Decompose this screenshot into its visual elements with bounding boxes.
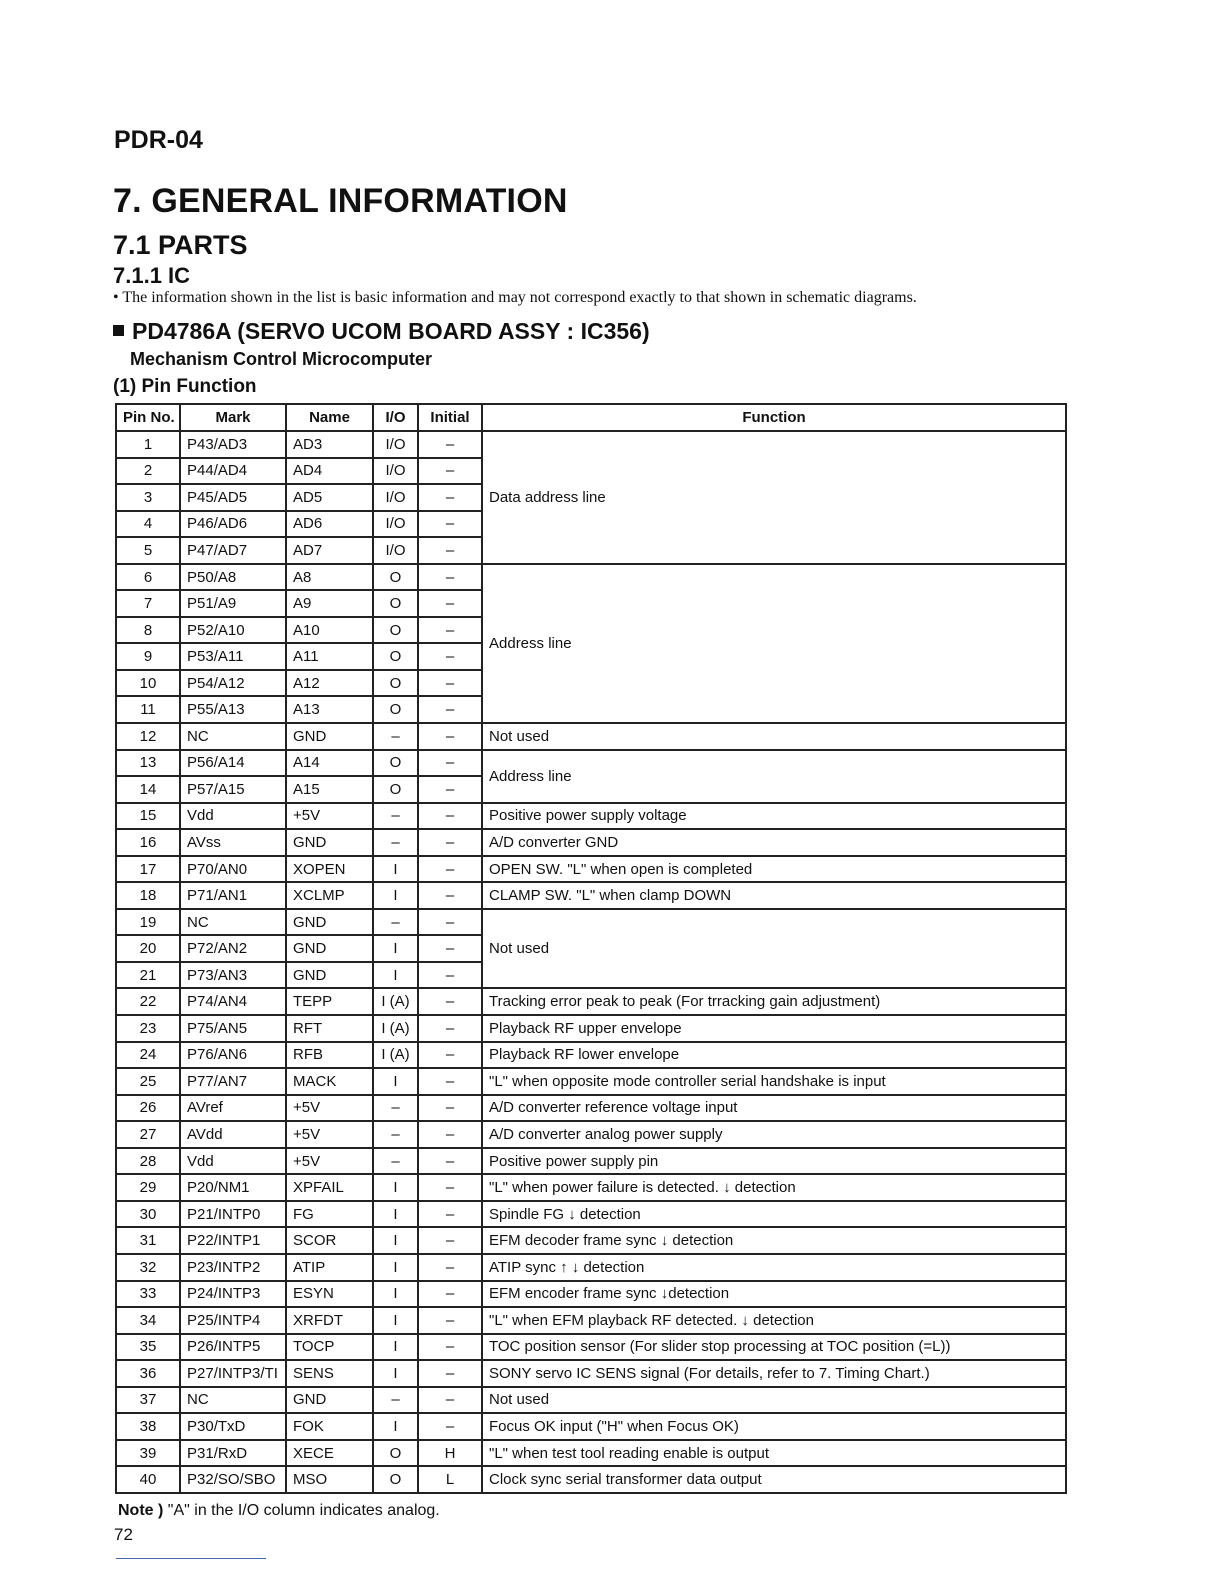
- initial-cell: –: [418, 1015, 482, 1042]
- name-cell: AD3: [286, 431, 373, 458]
- table-row: [116, 1334, 1066, 1361]
- footnote-label: Note ): [118, 1502, 164, 1519]
- function-cell: Not used: [482, 909, 1066, 989]
- pin-number-cell: 27: [116, 1121, 180, 1148]
- io-cell: I: [373, 882, 418, 909]
- name-cell: A10: [286, 617, 373, 644]
- mark-cell: P76/AN6: [180, 1042, 286, 1069]
- table-row: [116, 750, 1066, 777]
- name-cell: MSO: [286, 1466, 373, 1493]
- mark-cell: P23/INTP2: [180, 1254, 286, 1281]
- io-cell: I: [373, 1201, 418, 1228]
- ic-subtitle: Mechanism Control Microcomputer: [130, 349, 433, 369]
- function-cell: Focus OK input ("H" when Focus OK): [482, 1413, 1066, 1440]
- initial-cell: –: [418, 537, 482, 564]
- initial-cell: –: [418, 564, 482, 591]
- name-cell: TEPP: [286, 988, 373, 1015]
- name-cell: ESYN: [286, 1281, 373, 1308]
- pin-number-cell: 29: [116, 1174, 180, 1201]
- mark-cell: NC: [180, 1387, 286, 1414]
- table-row: [116, 1387, 1066, 1414]
- io-cell: –: [373, 1148, 418, 1175]
- table-row: [116, 1307, 1066, 1334]
- function-cell: Data address line: [482, 431, 1066, 564]
- mark-cell: P55/A13: [180, 696, 286, 723]
- footnote-text: "A" in the I/O column indicates analog.: [167, 1502, 440, 1519]
- pin-number-cell: 32: [116, 1254, 180, 1281]
- io-cell: I (A): [373, 1015, 418, 1042]
- pin-number-cell: 11: [116, 696, 180, 723]
- function-cell: Positive power supply pin: [482, 1148, 1066, 1175]
- pin-number-cell: 16: [116, 829, 180, 856]
- mark-cell: P44/AD4: [180, 458, 286, 485]
- initial-cell: –: [418, 935, 482, 962]
- subsubsection-title: 7.1.1 IC: [113, 263, 191, 288]
- io-cell: I: [373, 1227, 418, 1254]
- pin-number-cell: 20: [116, 935, 180, 962]
- name-cell: FOK: [286, 1413, 373, 1440]
- io-cell: I/O: [373, 484, 418, 511]
- function-cell: OPEN SW. "L" when open is completed: [482, 856, 1066, 883]
- mark-cell: P50/A8: [180, 564, 286, 591]
- name-cell: +5V: [286, 1095, 373, 1122]
- mark-cell: P72/AN2: [180, 935, 286, 962]
- function-cell: Address line: [482, 564, 1066, 723]
- name-cell: A13: [286, 696, 373, 723]
- pin-number-cell: 3: [116, 484, 180, 511]
- pin-number-cell: 33: [116, 1281, 180, 1308]
- io-cell: –: [373, 803, 418, 830]
- initial-cell: –: [418, 776, 482, 803]
- table-row: [116, 829, 1066, 856]
- mark-cell: P26/INTP5: [180, 1334, 286, 1361]
- name-cell: A8: [286, 564, 373, 591]
- pin-number-cell: 10: [116, 670, 180, 697]
- function-cell: "L" when EFM playback RF detected. ↓ detection: [482, 1307, 1066, 1334]
- name-cell: SENS: [286, 1360, 373, 1387]
- mark-cell: AVref: [180, 1095, 286, 1122]
- name-cell: GND: [286, 935, 373, 962]
- mark-cell: P52/A10: [180, 617, 286, 644]
- mark-cell: P70/AN0: [180, 856, 286, 883]
- pin-number-cell: 18: [116, 882, 180, 909]
- name-cell: XECE: [286, 1440, 373, 1467]
- table-row: [116, 1174, 1066, 1201]
- name-cell: AD6: [286, 511, 373, 538]
- initial-cell: –: [418, 750, 482, 777]
- initial-cell: –: [418, 1360, 482, 1387]
- table-row: [116, 1121, 1066, 1148]
- mark-cell: P51/A9: [180, 590, 286, 617]
- function-cell: Address line: [482, 750, 1066, 803]
- io-cell: O: [373, 670, 418, 697]
- pin-number-cell: 28: [116, 1148, 180, 1175]
- pin-number-cell: 8: [116, 617, 180, 644]
- io-cell: O: [373, 564, 418, 591]
- name-cell: A14: [286, 750, 373, 777]
- io-cell: I/O: [373, 458, 418, 485]
- pin-number-cell: 13: [116, 750, 180, 777]
- function-cell: SONY servo IC SENS signal (For details, refer to 7. Timing Chart.): [482, 1360, 1066, 1387]
- function-cell: Clock sync serial transformer data output: [482, 1466, 1066, 1493]
- pin-number-cell: 7: [116, 590, 180, 617]
- io-cell: O: [373, 1466, 418, 1493]
- io-cell: O: [373, 1440, 418, 1467]
- initial-cell: –: [418, 431, 482, 458]
- name-cell: AD7: [286, 537, 373, 564]
- mark-cell: P74/AN4: [180, 988, 286, 1015]
- column-header-io: I/O: [373, 404, 418, 431]
- function-cell: Not used: [482, 723, 1066, 750]
- table-row: [116, 1360, 1066, 1387]
- pin-number-cell: 40: [116, 1466, 180, 1493]
- initial-cell: –: [418, 962, 482, 989]
- function-cell: Spindle FG ↓ detection: [482, 1201, 1066, 1228]
- name-cell: GND: [286, 909, 373, 936]
- mark-cell: P53/A11: [180, 643, 286, 670]
- table-row: [116, 1095, 1066, 1122]
- initial-cell: –: [418, 1227, 482, 1254]
- pin-number-cell: 21: [116, 962, 180, 989]
- name-cell: +5V: [286, 1121, 373, 1148]
- table-row: [116, 988, 1066, 1015]
- io-cell: I: [373, 1068, 418, 1095]
- table-row: [116, 856, 1066, 883]
- io-cell: I: [373, 1360, 418, 1387]
- pin-number-cell: 19: [116, 909, 180, 936]
- mark-cell: P20/NM1: [180, 1174, 286, 1201]
- initial-cell: –: [418, 617, 482, 644]
- pin-number-cell: 36: [116, 1360, 180, 1387]
- pin-number-cell: 2: [116, 458, 180, 485]
- table-row: [116, 1201, 1066, 1228]
- ic-title-text: PD4786A (SERVO UCOM BOARD ASSY : IC356): [132, 318, 650, 344]
- pin-number-cell: 37: [116, 1387, 180, 1414]
- function-cell: EFM encoder frame sync ↓detection: [482, 1281, 1066, 1308]
- name-cell: GND: [286, 962, 373, 989]
- name-cell: A11: [286, 643, 373, 670]
- mark-cell: P43/AD3: [180, 431, 286, 458]
- initial-cell: –: [418, 1254, 482, 1281]
- mark-cell: P73/AN3: [180, 962, 286, 989]
- io-cell: I/O: [373, 511, 418, 538]
- table-row: [116, 1281, 1066, 1308]
- table-row: [116, 1227, 1066, 1254]
- pin-number-cell: 1: [116, 431, 180, 458]
- io-cell: I: [373, 962, 418, 989]
- io-cell: –: [373, 1121, 418, 1148]
- mark-cell: P47/AD7: [180, 537, 286, 564]
- table-row: [116, 431, 1066, 458]
- column-header-mark: Mark: [180, 404, 286, 431]
- io-cell: O: [373, 750, 418, 777]
- name-cell: GND: [286, 1387, 373, 1414]
- function-cell: EFM decoder frame sync ↓ detection: [482, 1227, 1066, 1254]
- name-cell: GND: [286, 723, 373, 750]
- io-cell: I: [373, 1334, 418, 1361]
- initial-cell: –: [418, 723, 482, 750]
- name-cell: +5V: [286, 803, 373, 830]
- initial-cell: –: [418, 1334, 482, 1361]
- io-cell: –: [373, 909, 418, 936]
- name-cell: MACK: [286, 1068, 373, 1095]
- function-cell: Tracking error peak to peak (For trracking gain adjustment): [482, 988, 1066, 1015]
- function-cell: CLAMP SW. "L" when clamp DOWN: [482, 882, 1066, 909]
- initial-cell: –: [418, 1281, 482, 1308]
- io-cell: I: [373, 1254, 418, 1281]
- mark-cell: P71/AN1: [180, 882, 286, 909]
- name-cell: AD4: [286, 458, 373, 485]
- name-cell: A12: [286, 670, 373, 697]
- io-cell: I (A): [373, 1042, 418, 1069]
- io-cell: O: [373, 617, 418, 644]
- initial-cell: –: [418, 1387, 482, 1414]
- initial-cell: L: [418, 1466, 482, 1493]
- mark-cell: P22/INTP1: [180, 1227, 286, 1254]
- io-cell: O: [373, 776, 418, 803]
- mark-cell: P57/A15: [180, 776, 286, 803]
- initial-cell: –: [418, 829, 482, 856]
- initial-cell: –: [418, 484, 482, 511]
- section-title: 7. GENERAL INFORMATION: [113, 182, 568, 220]
- io-cell: O: [373, 696, 418, 723]
- column-header-initial: Initial: [418, 404, 482, 431]
- mark-cell: P32/SO/SBO: [180, 1466, 286, 1493]
- pin-number-cell: 35: [116, 1334, 180, 1361]
- io-cell: –: [373, 723, 418, 750]
- mark-cell: P45/AD5: [180, 484, 286, 511]
- io-cell: I/O: [373, 537, 418, 564]
- subsection-title: 7.1 PARTS: [113, 230, 248, 260]
- io-cell: I: [373, 1413, 418, 1440]
- pin-number-cell: 30: [116, 1201, 180, 1228]
- name-cell: XCLMP: [286, 882, 373, 909]
- pin-number-cell: 12: [116, 723, 180, 750]
- mark-cell: P21/INTP0: [180, 1201, 286, 1228]
- pin-function-table: [115, 403, 1067, 1494]
- pin-number-cell: 6: [116, 564, 180, 591]
- pin-number-cell: 26: [116, 1095, 180, 1122]
- pin-number-cell: 15: [116, 803, 180, 830]
- table-row: [116, 1466, 1066, 1493]
- io-cell: –: [373, 1095, 418, 1122]
- io-cell: I: [373, 1281, 418, 1308]
- name-cell: TOCP: [286, 1334, 373, 1361]
- name-cell: XOPEN: [286, 856, 373, 883]
- page-rule: [116, 1558, 266, 1559]
- pin-number-cell: 34: [116, 1307, 180, 1334]
- function-cell: A/D converter GND: [482, 829, 1066, 856]
- name-cell: +5V: [286, 1148, 373, 1175]
- pin-number-cell: 14: [116, 776, 180, 803]
- table-row: [116, 1148, 1066, 1175]
- io-cell: I (A): [373, 988, 418, 1015]
- mark-cell: P25/INTP4: [180, 1307, 286, 1334]
- square-bullet-icon: [113, 325, 124, 336]
- pin-number-cell: 4: [116, 511, 180, 538]
- io-cell: O: [373, 590, 418, 617]
- page-number: 72: [114, 1525, 133, 1544]
- function-cell: Playback RF upper envelope: [482, 1015, 1066, 1042]
- info-note: • The information shown in the list is basic information and may not correspond exactly to that shown in schematic diagrams.: [113, 289, 917, 306]
- table-header-row: [116, 404, 1066, 431]
- io-cell: –: [373, 829, 418, 856]
- ic-title: [113, 318, 650, 345]
- io-cell: I: [373, 1174, 418, 1201]
- mark-cell: P30/TxD: [180, 1413, 286, 1440]
- initial-cell: –: [418, 909, 482, 936]
- table-row: [116, 909, 1066, 936]
- initial-cell: –: [418, 856, 482, 883]
- io-cell: I/O: [373, 431, 418, 458]
- function-cell: Positive power supply voltage: [482, 803, 1066, 830]
- name-cell: RFT: [286, 1015, 373, 1042]
- column-header-function: Function: [482, 404, 1066, 431]
- function-cell: "L" when test tool reading enable is output: [482, 1440, 1066, 1467]
- function-cell: Playback RF lower envelope: [482, 1042, 1066, 1069]
- mark-cell: P77/AN7: [180, 1068, 286, 1095]
- function-cell: TOC position sensor (For slider stop processing at TOC position (=L)): [482, 1334, 1066, 1361]
- table-row: [116, 882, 1066, 909]
- mark-cell: Vdd: [180, 803, 286, 830]
- pin-number-cell: 22: [116, 988, 180, 1015]
- initial-cell: –: [418, 643, 482, 670]
- name-cell: GND: [286, 829, 373, 856]
- initial-cell: –: [418, 803, 482, 830]
- mark-cell: NC: [180, 723, 286, 750]
- table-row: [116, 1015, 1066, 1042]
- table-row: [116, 1254, 1066, 1281]
- pin-function-title: (1) Pin Function: [113, 376, 257, 397]
- initial-cell: H: [418, 1440, 482, 1467]
- mark-cell: Vdd: [180, 1148, 286, 1175]
- pin-number-cell: 17: [116, 856, 180, 883]
- table-row: [116, 564, 1066, 591]
- pin-number-cell: 24: [116, 1042, 180, 1069]
- initial-cell: –: [418, 1307, 482, 1334]
- mark-cell: P75/AN5: [180, 1015, 286, 1042]
- initial-cell: –: [418, 1148, 482, 1175]
- mark-cell: P54/A12: [180, 670, 286, 697]
- initial-cell: –: [418, 988, 482, 1015]
- mark-cell: P27/INTP3/TI: [180, 1360, 286, 1387]
- table-row: [116, 1068, 1066, 1095]
- initial-cell: –: [418, 1201, 482, 1228]
- function-cell: Not used: [482, 1387, 1066, 1414]
- initial-cell: –: [418, 511, 482, 538]
- pin-number-cell: 39: [116, 1440, 180, 1467]
- pin-number-cell: 25: [116, 1068, 180, 1095]
- initial-cell: –: [418, 590, 482, 617]
- initial-cell: –: [418, 1042, 482, 1069]
- initial-cell: –: [418, 696, 482, 723]
- name-cell: A15: [286, 776, 373, 803]
- pin-number-cell: 9: [116, 643, 180, 670]
- name-cell: AD5: [286, 484, 373, 511]
- initial-cell: –: [418, 1413, 482, 1440]
- function-cell: A/D converter analog power supply: [482, 1121, 1066, 1148]
- name-cell: XRFDT: [286, 1307, 373, 1334]
- function-cell: ATIP sync ↑ ↓ detection: [482, 1254, 1066, 1281]
- mark-cell: P24/INTP3: [180, 1281, 286, 1308]
- initial-cell: –: [418, 1174, 482, 1201]
- footnote: [118, 1502, 440, 1520]
- io-cell: I: [373, 1307, 418, 1334]
- pin-number-cell: 38: [116, 1413, 180, 1440]
- io-cell: I: [373, 856, 418, 883]
- io-cell: O: [373, 643, 418, 670]
- mark-cell: AVss: [180, 829, 286, 856]
- initial-cell: –: [418, 882, 482, 909]
- column-header-pin: Pin No.: [116, 404, 180, 431]
- name-cell: SCOR: [286, 1227, 373, 1254]
- initial-cell: –: [418, 1068, 482, 1095]
- io-cell: –: [373, 1387, 418, 1414]
- pin-number-cell: 5: [116, 537, 180, 564]
- initial-cell: –: [418, 458, 482, 485]
- table-row: [116, 1440, 1066, 1467]
- initial-cell: –: [418, 1095, 482, 1122]
- initial-cell: –: [418, 1121, 482, 1148]
- io-cell: I: [373, 935, 418, 962]
- table-row: [116, 1413, 1066, 1440]
- name-cell: A9: [286, 590, 373, 617]
- mark-cell: NC: [180, 909, 286, 936]
- function-cell: "L" when power failure is detected. ↓ detection: [482, 1174, 1066, 1201]
- initial-cell: –: [418, 670, 482, 697]
- table-body: [116, 431, 1066, 1493]
- function-cell: A/D converter reference voltage input: [482, 1095, 1066, 1122]
- mark-cell: AVdd: [180, 1121, 286, 1148]
- mark-cell: P56/A14: [180, 750, 286, 777]
- name-cell: XPFAIL: [286, 1174, 373, 1201]
- mark-cell: P31/RxD: [180, 1440, 286, 1467]
- name-cell: RFB: [286, 1042, 373, 1069]
- function-cell: "L" when opposite mode controller serial handshake is input: [482, 1068, 1066, 1095]
- model-label: PDR-04: [114, 126, 203, 154]
- pin-number-cell: 23: [116, 1015, 180, 1042]
- pin-number-cell: 31: [116, 1227, 180, 1254]
- table-row: [116, 1042, 1066, 1069]
- mark-cell: P46/AD6: [180, 511, 286, 538]
- table-row: [116, 803, 1066, 830]
- table-row: [116, 723, 1066, 750]
- name-cell: FG: [286, 1201, 373, 1228]
- column-header-name: Name: [286, 404, 373, 431]
- name-cell: ATIP: [286, 1254, 373, 1281]
